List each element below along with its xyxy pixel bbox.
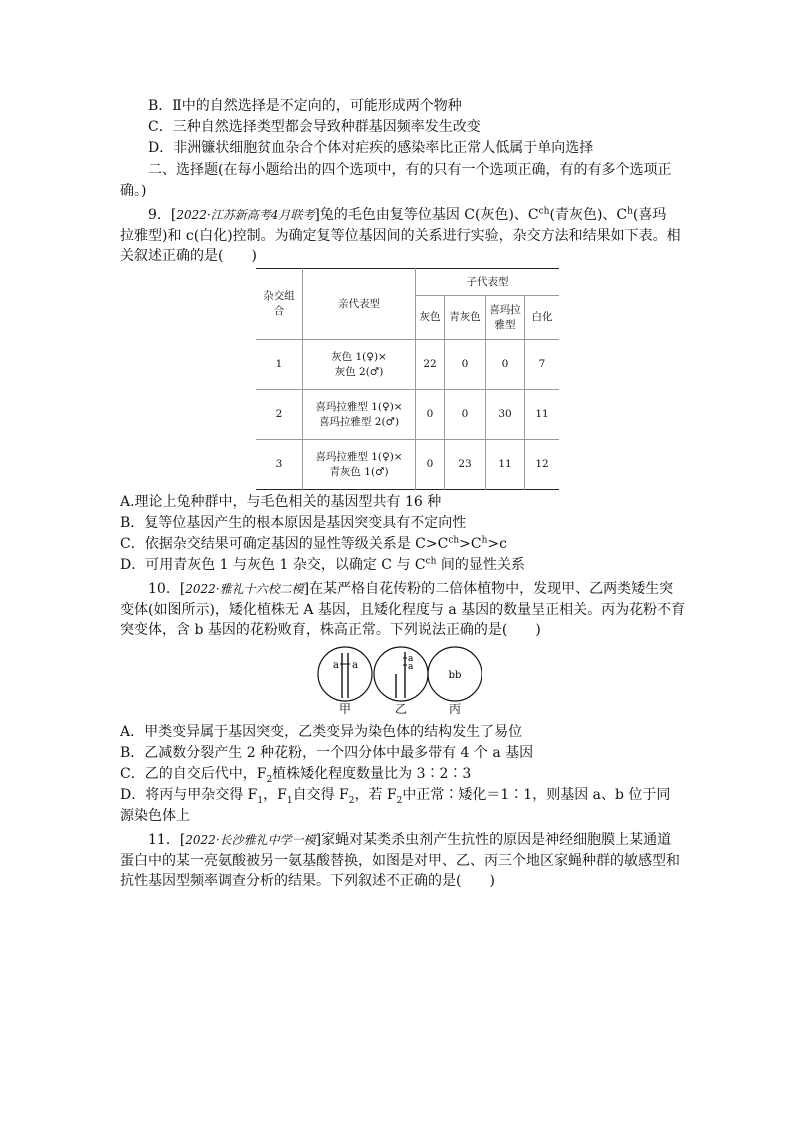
q11-stem-line1 bbox=[148, 830, 708, 850]
q10-optd-sub: 1 bbox=[257, 795, 264, 806]
cell-yi-circle bbox=[374, 647, 428, 701]
q9-optc-text3: >c bbox=[487, 536, 507, 552]
cell-group: 3 bbox=[256, 440, 303, 490]
table-row bbox=[256, 440, 559, 490]
q9-stem-a: ]兔的毛色由复等位基因 C(灰色)、C bbox=[314, 207, 539, 223]
q10-option-b: B．乙减数分裂产生 2 种花粉，一个四分体中最多带有 4 个 a 基因 bbox=[120, 745, 534, 761]
q9-optc-text2: >C bbox=[459, 536, 482, 552]
q10-option-d-cont: 源染色体上 bbox=[120, 808, 190, 824]
cell-value: 12 bbox=[525, 440, 560, 490]
q10-number: 10．[ bbox=[148, 581, 186, 597]
q9-optd-sup: ch bbox=[425, 556, 437, 567]
figure-label-bing: 丙 bbox=[448, 702, 461, 716]
cell-value: 0 bbox=[445, 340, 486, 390]
q11-stem-a: ]家蝇对某类杀虫剂产生抗性的原因是神经细胞膜上某通道 bbox=[315, 832, 672, 848]
cell-value: 22 bbox=[416, 340, 445, 390]
header-himalayan: 喜玛拉雅型 bbox=[486, 296, 525, 340]
q10-stem-line2: 变体(如图所示)，矮化植株无 A 基因，且矮化程度与 a 基因的数量呈正相关。丙为花粉不育 bbox=[120, 602, 686, 618]
q11-source: 2022·长沙雅礼中学一模 bbox=[185, 833, 316, 847]
header-gray: 灰色 bbox=[416, 296, 445, 340]
cell-value: 0 bbox=[416, 390, 445, 440]
gene-label-a: a bbox=[408, 654, 414, 664]
cell-value: 11 bbox=[525, 390, 560, 440]
q10-stem-line3: 突变体，含 b 基因的花粉败育，株高正常。下列说法正确的是( ) bbox=[120, 622, 541, 638]
table-row bbox=[256, 340, 559, 390]
q9-optc-text: C．依据杂交结果可确定基因的显性等级关系是 C>C bbox=[120, 536, 449, 552]
q10-optd-text: 中正常∶矮化＝1∶1，则基因 a、b 位于同 bbox=[402, 787, 671, 803]
q10-optc-text2: 植株矮化程度数量比为 3∶2∶3 bbox=[272, 766, 472, 782]
q8-option-d: D．非洲镰状细胞贫血杂合个体对疟疾的感染率比正常人低属于单向选择 bbox=[148, 140, 594, 156]
cell-parents bbox=[303, 340, 416, 390]
cell-parents bbox=[303, 440, 416, 490]
cell-parents bbox=[303, 390, 416, 440]
q10-stem-line1 bbox=[148, 579, 708, 599]
q9-stem-line3: 关叙述正确的是( ) bbox=[120, 248, 257, 264]
gene-label-a: a bbox=[333, 660, 339, 671]
q9-sup1: ch bbox=[538, 206, 550, 217]
cell-value: 0 bbox=[416, 440, 445, 490]
q11-stem-line2: 蛋白中的某一亮氨酸被另一氨基酸替换，如图是对甲、乙、丙三个地区家蝇种群的敏感型和 bbox=[120, 853, 680, 869]
q9-sup2: h bbox=[627, 206, 633, 217]
header-offspring-phenotype: 子代表型 bbox=[416, 269, 560, 296]
q9-option-a: A.理论上兔种群中，与毛色相关的基因型共有 16 种 bbox=[120, 494, 442, 510]
q9-option-c bbox=[120, 534, 680, 554]
q9-stem-c: (喜玛 bbox=[632, 207, 667, 223]
q10-optd-text: 自交得 F bbox=[292, 787, 349, 803]
figure-label-jia: 甲 bbox=[338, 702, 351, 716]
table-row bbox=[256, 390, 559, 440]
cross-results-table bbox=[256, 268, 559, 490]
q9-option-b: B．复等位基因产生的根本原因是基因突变具有不定向性 bbox=[120, 515, 467, 531]
q8-option-b: B．Ⅱ中的自然选择是不定向的，可能形成两个物种 bbox=[148, 98, 462, 114]
q9-optc-sup1: ch bbox=[448, 535, 460, 546]
parent-male: 灰色 2(♂) bbox=[334, 365, 384, 378]
q10-optd-sub: 2 bbox=[348, 795, 355, 806]
q9-optd-text2: 间的显性关系 bbox=[436, 557, 525, 573]
header-cross-group: 杂交组合 bbox=[256, 269, 303, 340]
q10-optc-sub: 2 bbox=[266, 774, 273, 785]
q9-number: 9．[ bbox=[148, 207, 177, 223]
q10-option-c bbox=[120, 764, 680, 784]
q10-source: 2022·雅礼十六校二模 bbox=[185, 582, 304, 596]
q10-stem-a: ]在某严格自花传粉的二倍体植物中，发现甲、乙两类矮生突 bbox=[303, 581, 674, 597]
q9-source: 2022·江苏新高考4月联考 bbox=[176, 208, 315, 222]
parent-female: 喜玛拉雅型 1(♀)× bbox=[315, 400, 403, 413]
figure-label-yi: 乙 bbox=[394, 702, 407, 716]
cell-value: 11 bbox=[486, 440, 525, 490]
q11-stem-line3: 抗性基因型频率调查分析的结果。下列叙述不正确的是( ) bbox=[120, 873, 495, 889]
parent-female: 灰色 1(♀)× bbox=[331, 350, 387, 363]
q10-optd-sub: 2 bbox=[396, 795, 403, 806]
q9-option-d bbox=[120, 555, 680, 575]
parent-female: 喜玛拉雅型 1(♀)× bbox=[315, 450, 403, 463]
cell-value: 0 bbox=[486, 340, 525, 390]
cell-group: 2 bbox=[256, 390, 303, 440]
q9-stem-line2: 拉雅型)和 c(白化)控制。为确定复等位基因间的关系进行实验，杂交方法和结果如下表。相 bbox=[120, 228, 681, 244]
header-blue-gray: 青灰色 bbox=[445, 296, 486, 340]
q10-optd-text: ，F bbox=[263, 787, 287, 803]
cell-value: 7 bbox=[525, 340, 560, 390]
q10-optc-text: C．乙的自交后代中，F bbox=[120, 766, 267, 782]
q10-optd-text: ，若 F bbox=[354, 787, 397, 803]
q10-optd-text: D．将丙与甲杂交得 F bbox=[120, 787, 258, 803]
header-parent-phenotype: 亲代表型 bbox=[303, 269, 416, 340]
section2-heading: 二、选择题(在每小题给出的四个选项中，有的只有一个选项正确，有的有多个选项正 bbox=[148, 162, 672, 178]
q9-optd-text: D．可用青灰色 1 与灰色 1 杂交，以确定 C 与 C bbox=[120, 557, 426, 573]
q9-stem-line1 bbox=[148, 205, 708, 225]
cell-value: 0 bbox=[445, 390, 486, 440]
header-albino: 白化 bbox=[525, 296, 560, 340]
cell-group: 1 bbox=[256, 340, 303, 390]
parent-male: 青灰色 1(♂) bbox=[329, 465, 389, 478]
cell-value: 23 bbox=[445, 440, 486, 490]
q10-option-d bbox=[120, 785, 680, 805]
gene-label-bb: bb bbox=[448, 670, 462, 681]
q9-optc-sup2: h bbox=[481, 535, 488, 546]
q10-optd-sub: 1 bbox=[286, 795, 293, 806]
q10-option-a: A．甲类变异属于基因突变，乙类变异为染色体的结构发生了易位 bbox=[120, 724, 523, 740]
parent-male: 喜玛拉雅型 2(♂) bbox=[318, 415, 400, 428]
q8-option-c: C．三种自然选择类型都会导致种群基因频率发生改变 bbox=[148, 119, 481, 135]
gene-label-a: a bbox=[352, 660, 358, 671]
q11-number: 11．[ bbox=[148, 832, 186, 848]
cell-value: 30 bbox=[486, 390, 525, 440]
section2-heading-cont: 确。) bbox=[120, 183, 147, 199]
cell-jia-circle bbox=[318, 647, 372, 701]
gene-label-a: a bbox=[408, 662, 414, 672]
q9-stem-b: (青灰色)、C bbox=[549, 207, 628, 223]
